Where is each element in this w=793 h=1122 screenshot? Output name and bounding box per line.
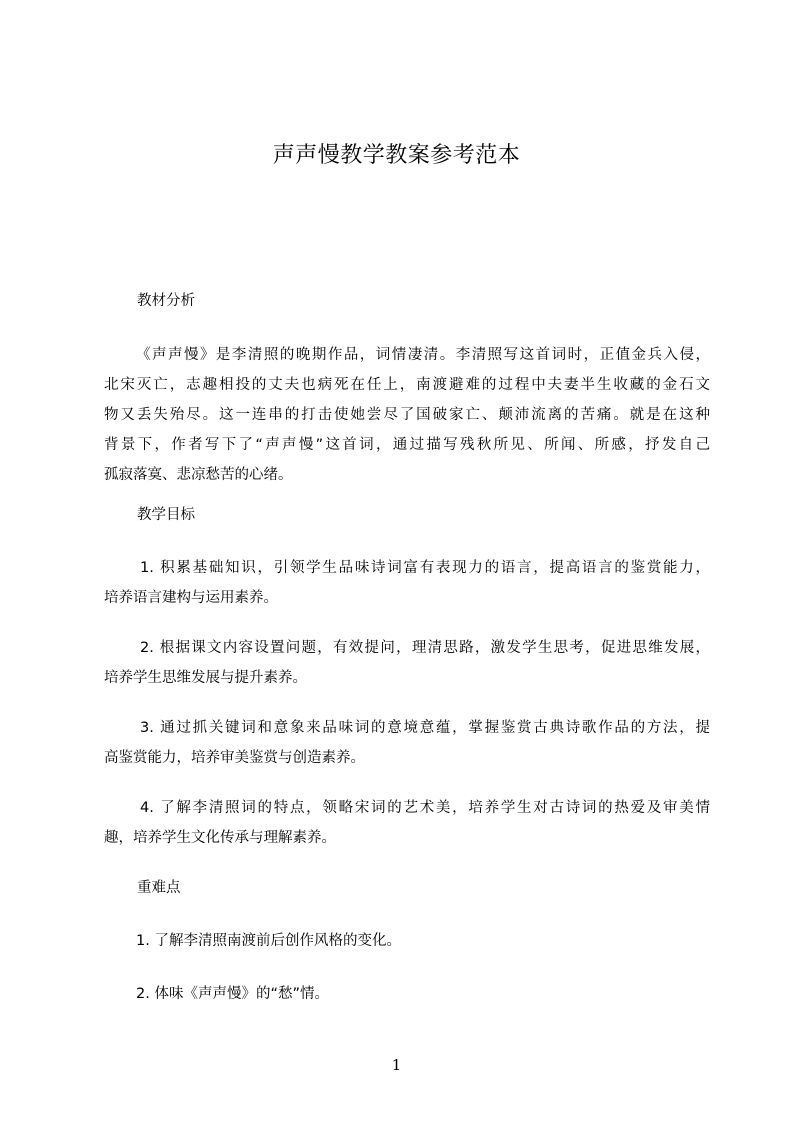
analysis-paragraph xyxy=(104,340,710,490)
goal-line: 培养语言建构与运用素养。 xyxy=(104,590,278,606)
analysis-line: 《声声慢》是李清照的晚期作品，词情凄清。李清照写这首词时，正值金兵入侵， xyxy=(136,347,710,363)
analysis-line: 背景下，作者写下了“声声慢”这首词，通过描写残秋所见、所闻、所感，抒发自己 xyxy=(104,437,710,453)
goal-line: 4. 了解李清照词的特点，领略宋词的艺术美，培养学生对古诗词的热爱及审美情 xyxy=(140,800,710,816)
goal-item xyxy=(104,793,710,853)
goal-line: 1. 积累基础知识，引领学生品味诗词富有表现力的语言，提高语言的鉴赏能力， xyxy=(140,560,710,576)
analysis-line: 北宋灭亡，志趣相投的丈夫也病死在任上，南渡避难的过程中夫妻半生收藏的金石文 xyxy=(104,377,710,393)
keypoint-item: 2. 体味《声声慢》的“愁”情。 xyxy=(136,986,329,1002)
section-heading-keypoints: 重难点 xyxy=(137,880,181,896)
goal-item xyxy=(104,553,710,613)
page-number: 1 xyxy=(391,1056,402,1074)
goal-line: 高鉴赏能力，培养审美鉴赏与创造素养。 xyxy=(104,750,365,766)
section-heading-analysis: 教材分析 xyxy=(137,293,195,309)
goal-line: 3. 通过抓关键词和意象来品味词的意境意蕴，掌握鉴赏古典诗歌作品的方法，提 xyxy=(140,720,710,736)
analysis-line: 物又丢失殆尽。这一连串的打击使她尝尽了国破家亡、颠沛流离的苦痛。就是在这种 xyxy=(104,407,710,423)
goal-line: 2. 根据课文内容设置问题，有效提问，理清思路，激发学生思考，促进思维发展， xyxy=(140,640,710,656)
section-heading-goals: 教学目标 xyxy=(137,507,195,523)
goal-item xyxy=(104,633,710,693)
analysis-line: 孤寂落寞、悲凉愁苦的心绪。 xyxy=(104,467,293,483)
document-title: 声声慢教学教案参考范本 xyxy=(272,143,521,168)
goal-line: 趣，培养学生文化传承与理解素养。 xyxy=(104,830,336,846)
goal-item xyxy=(104,713,710,773)
keypoint-item: 1. 了解李清照南渡前后创作风格的变化。 xyxy=(136,933,401,949)
goal-line: 培养学生思维发展与提升素养。 xyxy=(104,670,307,686)
